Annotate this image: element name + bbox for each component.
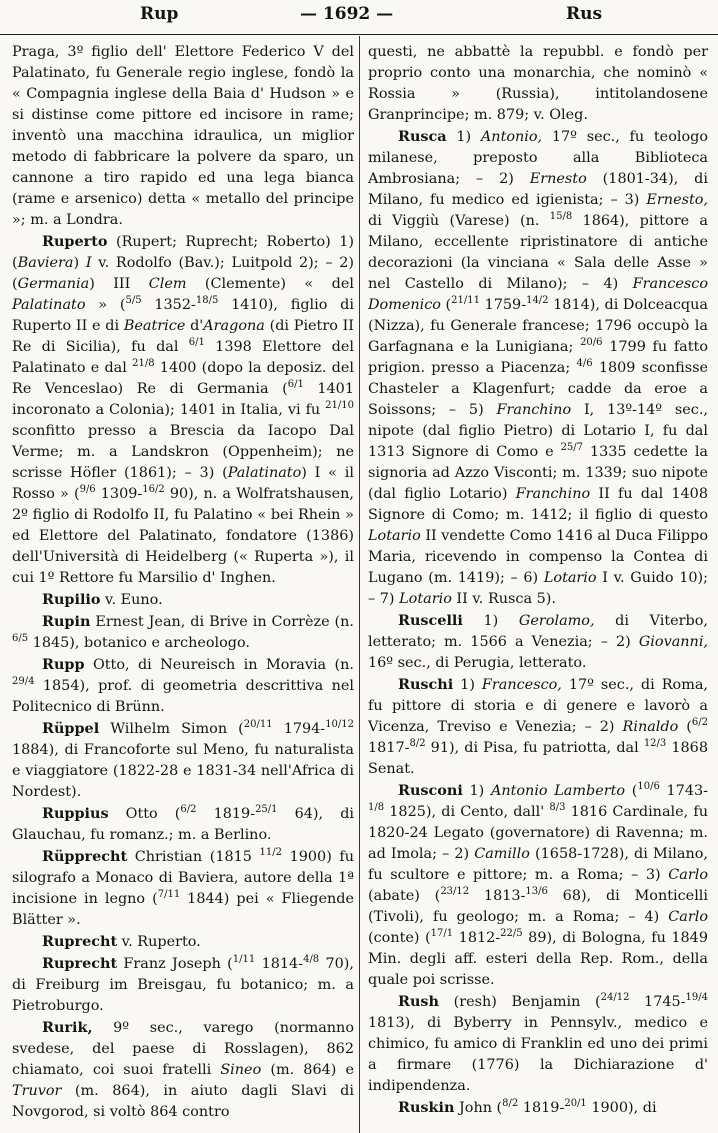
- entry-text: Otto, di Neureisch in Moravia (n.: [84, 657, 354, 673]
- right-column: [368, 42, 708, 1119]
- date-fraction: 18/5: [195, 295, 219, 307]
- entry-text: 91), di Pisa, fu patriotta, dal: [425, 740, 644, 756]
- entry-text: 1884), di Francoforte sul Meno, fu naturalista e viaggiatore (1822-28 e 1831-34 nell'Africa di Nordest).: [12, 742, 354, 800]
- date-fraction: 6/5: [12, 633, 29, 645]
- entry-text: 1): [453, 677, 482, 693]
- entry-text: 1817-: [368, 740, 410, 756]
- entry-text: 1): [462, 783, 491, 799]
- entry-text: 1309-: [95, 486, 143, 502]
- date-fraction: 6/1: [287, 379, 304, 391]
- dictionary-entry-rurik: [12, 1017, 354, 1123]
- dictionary-entry-rush: [368, 991, 708, 1097]
- entry-text: II v. Rusca 5).: [451, 591, 556, 607]
- entry-text: (Rupert; Ruprecht; Roberto) 1) (: [12, 234, 354, 271]
- dictionary-entry-rusconi: [368, 780, 708, 991]
- entry-text: ): [73, 255, 86, 271]
- entry-headword: Ruprecht: [42, 933, 118, 950]
- entry-text: d': [185, 318, 204, 334]
- entry-text: Aragona: [203, 318, 265, 334]
- date-fraction: 5/5: [125, 295, 142, 307]
- entry-text: 1844) pei « Fliegende Blätter ».: [12, 891, 354, 928]
- date-fraction: 1/11: [232, 954, 256, 966]
- entry-text: 1900), di: [586, 1100, 657, 1116]
- entry-text: 16º sec., di Perugia, letterato.: [368, 655, 587, 671]
- entry-text: Lotario: [368, 528, 421, 544]
- entry-text: Giovanni,: [638, 634, 708, 650]
- date-fraction: 1/8: [368, 802, 385, 814]
- entry-text: Praga, 3º figlio dell' Elettore Federico V del Palatinato, fu Generale regio inglese, fondò la « Compagnia inglese della Baia d' Hudson » e si distinse come pittore ed incisore in rame; inventò una macchina idraulica, un miglior metodo di fabbricare la polvere da sparo, un cannone a tiro rapido ed una lega bianca (rame e arsenico) detta « metallo del principe »; m. a Londra.: [12, 44, 354, 228]
- entry-text: 9º sec., varego (normanno svedese, del paese di Rosslagen), 862 chiamato, coi suoi fratelli: [12, 1020, 354, 1078]
- entry-text: 1): [462, 613, 519, 629]
- entry-text: Carlo: [668, 867, 708, 883]
- date-fraction: 10/12: [325, 719, 355, 731]
- entry-text: Lotario: [399, 591, 452, 607]
- dictionary-entry-rusca: [368, 126, 708, 610]
- text-columns: [0, 36, 718, 1133]
- entry-text: Francesco,: [481, 677, 562, 693]
- entry-text: 1809 sconfisse Chasteler a Klagenfurt; cadde da eroe a Soissons; – 5): [368, 360, 708, 418]
- date-fraction: 21/10: [325, 400, 354, 412]
- dictionary-entry-cont: [12, 42, 354, 231]
- entry-text: 1868 Senat.: [368, 740, 708, 777]
- entry-text: Baviera: [17, 255, 74, 271]
- entry-text: 1794-: [272, 721, 326, 737]
- dictionary-entry-cont: [368, 42, 708, 126]
- entry-text: 1335 cedette la signoria ad Azzo Visconti; m. 1339; suo nipote (dal figlio Lotario): [368, 444, 708, 502]
- date-fraction: 4/8: [303, 954, 320, 966]
- entry-headword: Ruperto: [42, 233, 108, 250]
- entry-text: 1759-: [480, 297, 527, 313]
- entry-text: ) I « il Rosso » (: [12, 465, 354, 502]
- date-fraction: 24/12: [600, 992, 630, 1004]
- entry-text: Truvor: [12, 1083, 62, 1099]
- entry-text: I v. Guido 10); – 7): [368, 570, 708, 607]
- entry-text: Beatrice: [123, 318, 186, 334]
- date-fraction: 15/8: [549, 211, 573, 223]
- entry-headword: Ruprecht: [42, 955, 118, 972]
- entry-headword: Rusconi: [398, 782, 463, 799]
- date-fraction: 14/2: [526, 295, 549, 307]
- entry-text: 1900) fu silografo a Monaco di Baviera, autore della 1ª incisione in legno (: [12, 849, 354, 907]
- dictionary-entry-ruprecht1: [12, 931, 354, 953]
- entry-text: 90), n. a Wolfratshausen, 2º figlio di Rodolfo II, fu Palatino « bei Rhein » ed Elettore del Palatinato, fondatore (1386) dell'Università di Heidelberg (« Ruperta »), il cui 1º Rettore fu Marsilio d' Inghen.: [12, 486, 354, 586]
- date-fraction: 20/6: [580, 337, 603, 349]
- entry-headword: Rupin: [42, 613, 91, 630]
- column-divider: [359, 36, 360, 1133]
- entry-text: 1398 Elettore del Palatinato e dal: [12, 339, 354, 376]
- entry-text: I: [85, 255, 92, 271]
- date-fraction: 29/4: [12, 676, 35, 688]
- entry-text: 70), di Freiburg im Breisgau, fu botanico; m. a Pietroburgo.: [12, 956, 354, 1014]
- running-head-left: Rup: [140, 4, 179, 24]
- entry-text: (: [625, 783, 638, 799]
- entry-text: Francesco Domenico: [368, 276, 708, 313]
- entry-text: 89), di Bologna, fu 1849 Min. degli aff. esteri della Rep. Rom., della quale poi scrisse.: [368, 930, 708, 988]
- entry-text: Clem: [148, 276, 187, 292]
- entry-headword: Rusca: [398, 128, 447, 145]
- entry-headword: Rüppel: [42, 720, 100, 737]
- date-fraction: 7/11: [157, 889, 181, 901]
- dictionary-entry-rupin: [12, 611, 354, 654]
- page-header: [0, 0, 718, 35]
- entry-text: 1814), di Dolceacqua (Nizza), fu Generale francese; 1796 occupò la Garfagnana e la Lunigiana;: [368, 297, 708, 355]
- entry-text: 1819-: [518, 1100, 565, 1116]
- entry-text: 1): [446, 129, 481, 145]
- entry-headword: Ruscelli: [398, 612, 463, 629]
- entry-text: v. Rodolfo (Bav.); Luitpold 2); – 2) (: [12, 255, 354, 292]
- entry-text: 68), di Monticelli (Tivoli), fu geologo; m. a Roma; – 4): [368, 888, 709, 925]
- entry-text: (resh) Benjamin (: [439, 994, 601, 1010]
- entry-text: di Viggiù (Varese) (n.: [368, 213, 550, 229]
- date-fraction: 25/7: [560, 442, 584, 454]
- dictionary-entry-rupprecht: [12, 846, 354, 931]
- date-fraction: 21/11: [451, 295, 480, 307]
- date-fraction: 8/3: [549, 802, 566, 814]
- entry-text: 17º sec., fu teologo milanese, preposto alla Biblioteca Ambrosiana; – 2): [368, 129, 709, 187]
- entry-text: 64), di Glauchau, fu romanz.; m. a Berlino.: [12, 806, 355, 843]
- date-fraction: 22/5: [500, 928, 523, 940]
- date-fraction: 17/1: [430, 928, 454, 940]
- entry-text: (m. 864) e: [261, 1062, 354, 1078]
- entry-text: 1352-: [141, 297, 196, 313]
- entry-text: II vendette Como 1416 al Duca Filippo Maria, ricevendo in compenso la Contea di Lugano (m. 1419); – 6): [368, 528, 708, 586]
- entry-text: 1743-: [659, 783, 708, 799]
- dictionary-entry-ruschi: [368, 674, 708, 780]
- entry-text: Otto (: [108, 806, 181, 822]
- entry-text: (: [678, 719, 692, 735]
- entry-text: (1801-34), di Milano, fu medico ed igienista; – 3): [368, 171, 708, 208]
- date-fraction: 20/1: [564, 1098, 587, 1110]
- entry-text: Palatinato: [227, 465, 302, 481]
- entry-text: Wilhelm Simon (: [99, 721, 244, 737]
- entry-text: 1854), prof. di geometria descrittiva nel Politecnico di Brünn.: [12, 678, 354, 715]
- date-fraction: 11/2: [259, 847, 282, 859]
- entry-text: (1658-1728), di Milano, fu scultore e pittore; m. a Roma; – 3): [368, 846, 708, 883]
- date-fraction: 4/6: [576, 358, 593, 370]
- entry-text: 17º sec., di Roma, fu pittore di storia e di genere e lavorò a Vicenza, Treviso e Venezia; – 2): [368, 677, 708, 735]
- entry-text: (: [440, 297, 452, 313]
- entry-text: ) III: [89, 276, 149, 292]
- date-fraction: 19/4: [685, 992, 708, 1004]
- entry-text: II fu dal 1408 Signore di Como; m. 1412; il figlio di questo: [368, 486, 708, 523]
- entry-headword: Rush: [398, 993, 439, 1010]
- dictionary-entry-rupp: [12, 654, 354, 718]
- page-number: — 1692 —: [300, 4, 394, 24]
- entry-text: 1401 incoronato a Colonia); 1401 in Italia, vi fu: [12, 381, 354, 418]
- entry-text: 1816 Cardinale, fu 1820-24 Legato (governatore) di Ravenna; m. ad Imola; – 2): [368, 804, 708, 862]
- entry-headword: Rüpprecht: [42, 848, 128, 865]
- date-fraction: 23/12: [440, 886, 470, 898]
- date-fraction: 8/2: [502, 1098, 519, 1110]
- entry-headword: Rurik,: [42, 1019, 93, 1036]
- entry-text: Sineo: [220, 1062, 262, 1078]
- entry-headword: Ruppius: [42, 805, 109, 822]
- entry-text: Camillo: [474, 846, 530, 862]
- date-fraction: 25/1: [255, 804, 278, 816]
- entry-text: di Viterbo, letterato; m. 1566 a Venezia; – 2): [368, 613, 708, 650]
- entry-text: Ernesto,: [646, 192, 708, 208]
- entry-text: 1814-: [255, 956, 304, 972]
- dictionary-entry-ruppel: [12, 718, 354, 803]
- date-fraction: 8/2: [409, 738, 426, 750]
- entry-text: (Clemente) « del: [186, 276, 354, 292]
- entry-text: Franz Joseph (: [117, 956, 233, 972]
- entry-text: Antonio Lamberto: [490, 783, 626, 799]
- entry-text: 1864), pittore a Milano, eccellente ripristinatore di antiche decorazioni (la vinciana « Sala delle Asse » nel Castello di Milano); – 4): [368, 213, 708, 292]
- entry-text: I, 13º-14º sec., nipote (dal figlio Pietro) di Lotario I, fu dal 1313 Signore di Como e: [368, 402, 708, 460]
- entry-text: (abate) (: [368, 888, 441, 904]
- date-fraction: 9/6: [79, 484, 96, 496]
- dictionary-entry-ruscelli: [368, 610, 708, 674]
- entry-text: Lotario: [543, 570, 597, 586]
- dictionary-entry-ruperto: [12, 231, 354, 589]
- entry-text: (conte) (: [368, 930, 431, 946]
- entry-text: (m. 864), in aiuto dagli Slavi di Novgorod, si voltò 864 contro: [12, 1083, 354, 1120]
- date-fraction: 6/2: [691, 717, 708, 729]
- entry-text: 1819-: [196, 806, 256, 822]
- entry-text: » (: [85, 297, 126, 313]
- entry-text: sconfitto presso a Brescia da Iacopo Dal Verme; m. a Landskron (Oppenheim); ne scrisse Höfler (1861); – 3) (: [12, 423, 354, 481]
- entry-headword: Ruskin: [398, 1099, 455, 1116]
- entry-text: 1799 fu fatto prigion. presso a Piacenza;: [368, 339, 708, 376]
- entry-text: Ernest Jean, di Brive in Corrèze (n.: [90, 614, 354, 630]
- dictionary-entry-rupilio: [12, 589, 354, 611]
- entry-text: John (: [454, 1100, 503, 1116]
- date-fraction: 13/6: [525, 886, 548, 898]
- entry-text: v. Ruperto.: [117, 934, 201, 950]
- entry-text: Carlo: [668, 909, 708, 925]
- date-fraction: 6/1: [188, 337, 205, 349]
- date-fraction: 21/8: [132, 358, 155, 370]
- running-head-right: Rus: [566, 4, 603, 24]
- entry-text: Ernesto: [529, 171, 587, 187]
- date-fraction: 10/6: [637, 781, 660, 793]
- entry-text: 1400 (dopo la deposiz. del Re Venceslao) Re di Germania (: [12, 360, 354, 397]
- dictionary-entry-ruskin: [368, 1097, 708, 1119]
- date-fraction: 20/11: [243, 719, 273, 731]
- entry-text: Christian (1815: [127, 849, 260, 865]
- entry-text: 1812-: [453, 930, 501, 946]
- entry-text: (di Pietro II Re di Sicilia), fu dal: [12, 318, 354, 355]
- entry-text: 1813), di Byberry in Pennsylv., medico e chimico, fu amico di Franklin ed uno dei primi a firmare (1776) la Dichiarazione d' indipendenza.: [368, 1015, 708, 1094]
- entry-text: Palatinato: [12, 297, 86, 313]
- entry-headword: Rupilio: [42, 591, 101, 608]
- entry-text: Rinaldo: [622, 719, 679, 735]
- entry-text: questi, ne abbattè la repubbl. e fondò per proprio conto una monarchia, che nominò « Rossia » (Russia), intitolandosene Granprincipe; m. 879; v. Oleg.: [368, 44, 708, 123]
- entry-text: 1825), di Cento, dall': [384, 804, 550, 820]
- entry-text: Franchino: [496, 402, 572, 418]
- entry-text: Germania: [17, 276, 90, 292]
- entry-text: Antonio,: [480, 129, 543, 145]
- entry-headword: Rupp: [42, 656, 85, 673]
- entry-text: 1410), figlio di Ruperto II e di: [12, 297, 354, 334]
- date-fraction: 16/2: [142, 484, 165, 496]
- entry-headword: Ruschi: [398, 676, 454, 693]
- dictionary-entry-ruprecht2: [12, 953, 354, 1017]
- dictionary-entry-ruppius: [12, 803, 354, 846]
- entry-text: Gerolamo,: [518, 613, 595, 629]
- date-fraction: 12/3: [643, 738, 667, 750]
- entry-text: 1813-: [469, 888, 526, 904]
- entry-text: Franchino: [515, 486, 591, 502]
- entry-text: 1745-: [629, 994, 686, 1010]
- left-column: [12, 42, 354, 1123]
- date-fraction: 6/2: [180, 804, 197, 816]
- entry-text: 1845), botanico e archeologo.: [28, 635, 250, 651]
- entry-text: v. Euno.: [100, 592, 163, 608]
